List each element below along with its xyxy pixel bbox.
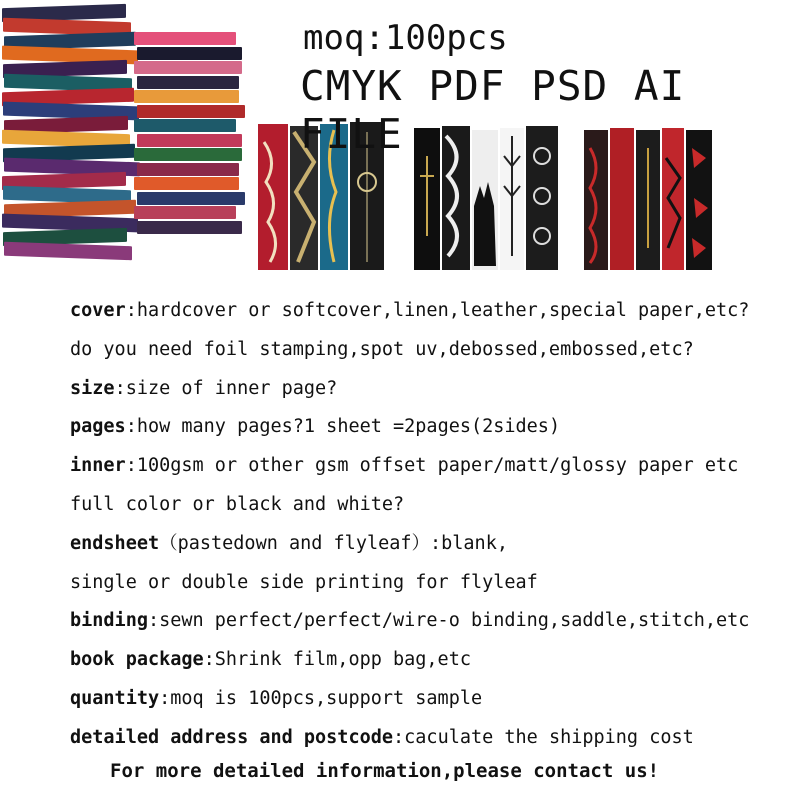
book-spine-edge [137, 47, 242, 60]
spec-line [70, 525, 790, 564]
spec-key: book package [70, 649, 204, 671]
spec-line [70, 602, 790, 641]
spec-value: full color or black and white? [70, 493, 405, 515]
spec-key: binding [70, 610, 148, 632]
spec-key: detailed address and postcode [70, 726, 394, 748]
spec-value: （pastedown and flyleaf）:blank, [159, 532, 508, 554]
spec-value: :moq is 100pcs,support sample [159, 687, 483, 709]
spec-key: quantity [70, 687, 160, 709]
spec-line [70, 486, 790, 525]
sprayed-edge-book-stack-photo [0, 0, 245, 262]
spec-value: single or double side printing for flyleaf [70, 571, 538, 593]
spec-value: :hardcover or softcover,linen,leather,special paper,etc? [125, 300, 750, 321]
spec-value: do you need foil stamping,spot uv,debossed,embossed,etc? [70, 338, 694, 360]
spec-line [70, 447, 790, 486]
book-spine-edge [137, 105, 245, 118]
book-spine-edge [134, 119, 236, 132]
spec-line [70, 680, 790, 719]
spec-value: :100gsm or other gsm offset paper/matt/glossy paper etc [125, 455, 739, 477]
spec-line [70, 408, 790, 447]
spec-value: :caculate the shipping cost [393, 726, 694, 748]
spec-line [70, 331, 790, 370]
book-spine-edge [134, 148, 242, 161]
spec-value: :how many pages?1 sheet =2pages(2sides) [125, 416, 561, 438]
spec-value: :size of inner page? [114, 377, 338, 399]
book-spine-edge [134, 177, 239, 190]
spec-value: :sewn perfect/perfect/wire-o binding,saddle,stitch,etc [147, 610, 750, 632]
spec-line [70, 370, 790, 409]
book-spine-edge [4, 242, 132, 260]
spec-key: endsheet [70, 532, 160, 554]
moq-heading: moq:100pcs [303, 18, 508, 58]
spec-key: pages [70, 416, 126, 438]
spec-key: cover [70, 300, 126, 321]
spec-key: size [70, 377, 115, 399]
book-spine-edge [137, 192, 245, 205]
book-spine-edge [134, 32, 236, 45]
spec-key: inner [70, 455, 126, 477]
file-formats-heading: CMYK PDF PSD AI FILE [300, 62, 686, 158]
spec-line [70, 564, 790, 603]
spec-line [70, 719, 790, 758]
book-spine-edge [137, 134, 242, 147]
spec-value: :Shrink film,opp bag,etc [203, 649, 471, 671]
contact-footer: For more detailed information,please contact us! [110, 760, 660, 782]
book-spine-edge [137, 163, 239, 176]
book-spine-edge [137, 76, 239, 89]
book-spine-edge [134, 61, 242, 74]
spec-line [70, 292, 790, 331]
book-spine-edge [134, 90, 239, 103]
book-spine-edge [137, 221, 242, 234]
book-spine-edge [134, 206, 236, 219]
spec-list [70, 292, 790, 758]
spec-line [70, 641, 790, 680]
